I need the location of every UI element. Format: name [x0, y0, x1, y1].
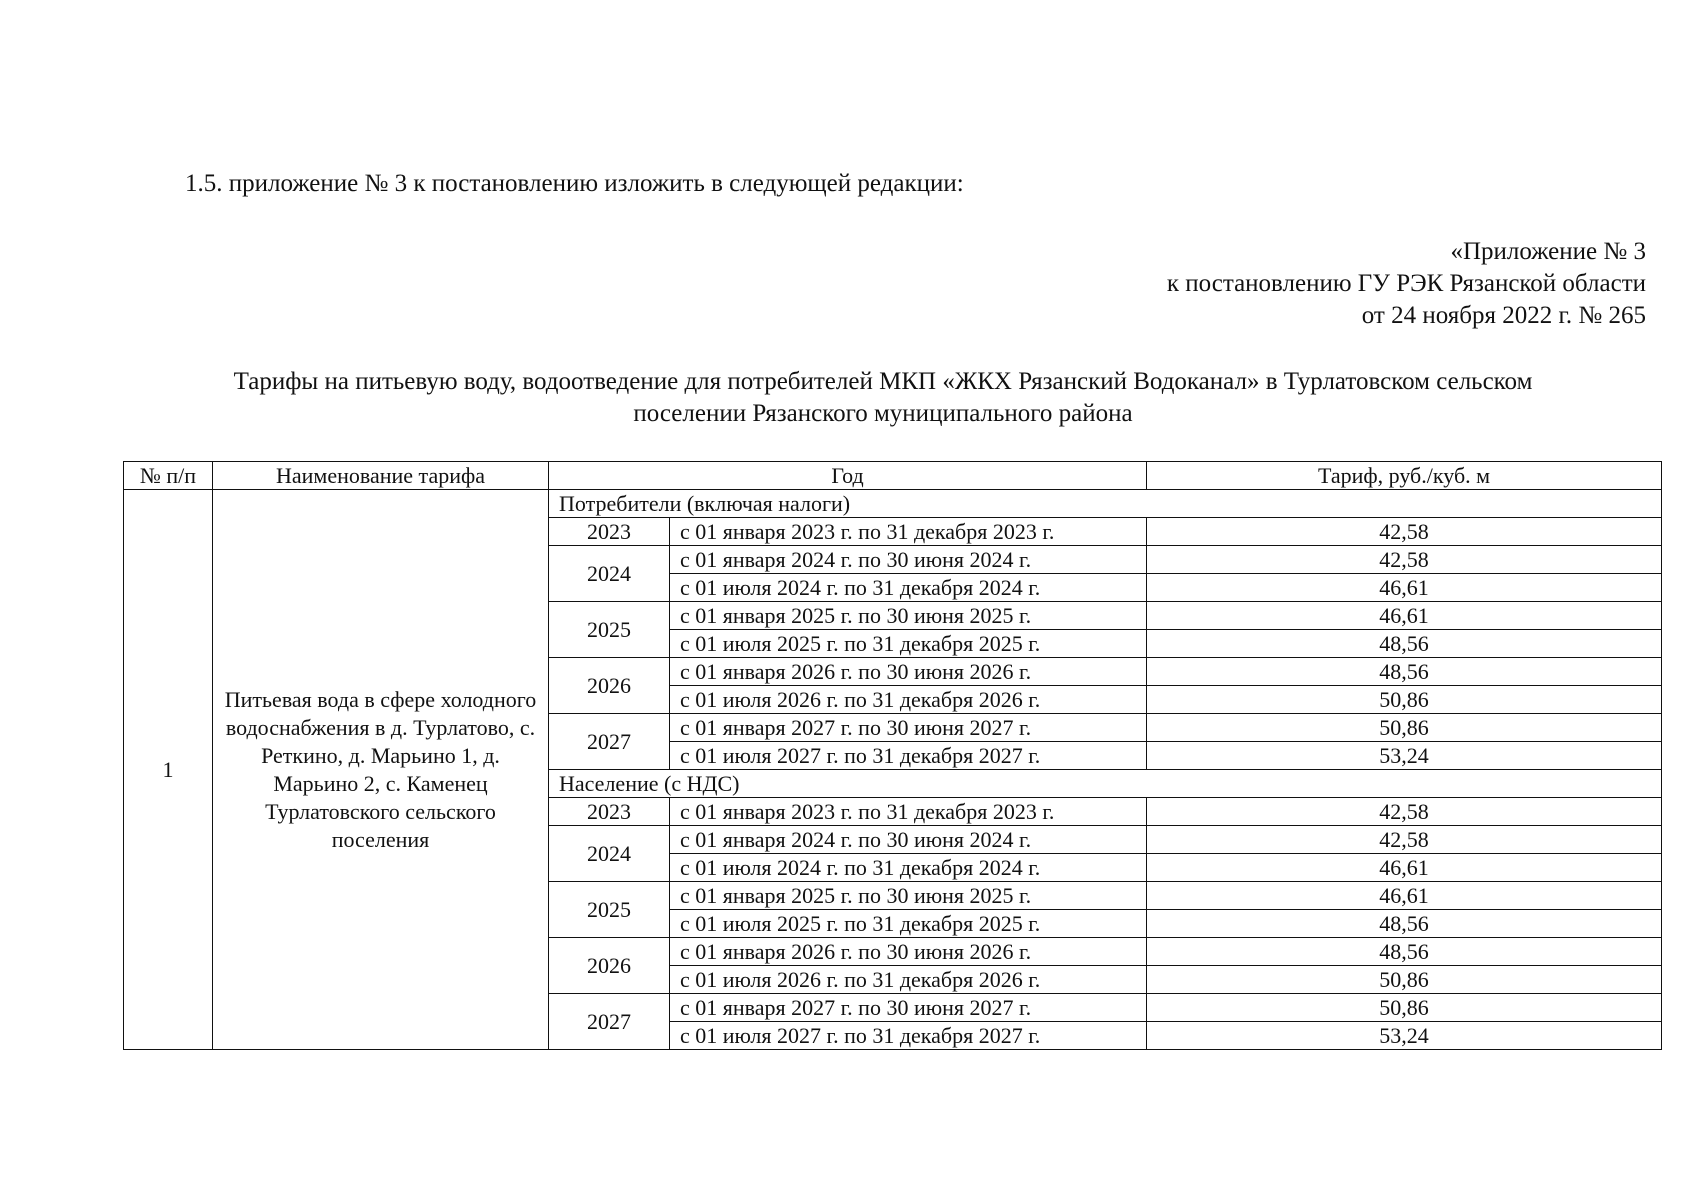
period-cell: с 01 июля 2024 г. по 31 декабря 2024 г. [670, 574, 1147, 602]
period-cell: с 01 июля 2024 г. по 31 декабря 2024 г. [670, 854, 1147, 882]
tariff-value-cell: 50,86 [1147, 686, 1662, 714]
year-cell: 2025 [549, 602, 670, 658]
appendix-reference [1167, 236, 1646, 332]
tariff-value-cell: 48,56 [1147, 938, 1662, 966]
tariff-value-cell: 42,58 [1147, 518, 1662, 546]
group-label: Потребители (включая налоги) [549, 490, 1662, 518]
tariff-value-cell: 46,61 [1147, 882, 1662, 910]
tariff-value-cell: 53,24 [1147, 1022, 1662, 1050]
period-cell: с 01 января 2026 г. по 30 июня 2026 г. [670, 938, 1147, 966]
period-cell: с 01 января 2023 г. по 31 декабря 2023 г. [670, 518, 1147, 546]
tariff-value-cell: 42,58 [1147, 798, 1662, 826]
period-cell: с 01 июля 2025 г. по 31 декабря 2025 г. [670, 910, 1147, 938]
period-cell: с 01 июля 2026 г. по 31 декабря 2026 г. [670, 966, 1147, 994]
tariff-value-cell: 46,61 [1147, 854, 1662, 882]
year-cell: 2026 [549, 658, 670, 714]
header-year: Год [549, 462, 1147, 490]
tariff-value-cell: 46,61 [1147, 574, 1662, 602]
tariff-value-cell: 42,58 [1147, 826, 1662, 854]
tariff-value-cell: 48,56 [1147, 658, 1662, 686]
tariff-value-cell: 46,61 [1147, 602, 1662, 630]
tariff-value-cell: 50,86 [1147, 966, 1662, 994]
document-title [123, 366, 1643, 430]
year-cell: 2027 [549, 994, 670, 1050]
row-number: 1 [124, 490, 213, 1050]
table-header-row [124, 462, 1662, 490]
header-tariff: Тариф, руб./куб. м [1147, 462, 1662, 490]
year-cell: 2026 [549, 938, 670, 994]
tariff-table-body [124, 462, 1662, 1050]
period-cell: с 01 января 2027 г. по 30 июня 2027 г. [670, 714, 1147, 742]
period-cell: с 01 июля 2025 г. по 31 декабря 2025 г. [670, 630, 1147, 658]
tariff-table [123, 461, 1662, 1050]
period-cell: с 01 января 2025 г. по 30 июня 2025 г. [670, 602, 1147, 630]
title-line-1: Тарифы на питьевую воду, водоотведение для потребителей МКП «ЖКХ Рязанский Водоканал» в Турлатовском сельском [233, 368, 1533, 395]
tariff-name: Питьевая вода в сфере холодного водоснабжения в д. Турлатово, с. Реткино, д. Марьино 1, д. Марьино 2, с. Каменец Турлатовского сельского поселения [213, 490, 549, 1050]
tariff-value-cell: 42,58 [1147, 546, 1662, 574]
title-line-2: поселении Рязанского муниципального района [633, 400, 1133, 427]
year-cell: 2024 [549, 546, 670, 602]
tariff-value-cell: 48,56 [1147, 910, 1662, 938]
period-cell: с 01 января 2024 г. по 30 июня 2024 г. [670, 826, 1147, 854]
year-cell: 2025 [549, 882, 670, 938]
year-cell: 2023 [549, 798, 670, 826]
year-cell: 2024 [549, 826, 670, 882]
period-cell: с 01 января 2026 г. по 30 июня 2026 г. [670, 658, 1147, 686]
period-cell: с 01 января 2023 г. по 31 декабря 2023 г. [670, 798, 1147, 826]
group-row [124, 490, 1662, 518]
period-cell: с 01 января 2025 г. по 30 июня 2025 г. [670, 882, 1147, 910]
year-cell: 2027 [549, 714, 670, 770]
year-cell: 2023 [549, 518, 670, 546]
appendix-line-1: «Приложение № 3 [1450, 238, 1646, 265]
period-cell: с 01 января 2027 г. по 30 июня 2027 г. [670, 994, 1147, 1022]
appendix-line-2: к постановлению ГУ РЭК Рязанской области [1166, 270, 1646, 297]
period-cell: с 01 июля 2026 г. по 31 декабря 2026 г. [670, 686, 1147, 714]
period-cell: с 01 июля 2027 г. по 31 декабря 2027 г. [670, 1022, 1147, 1050]
header-num: № п/п [124, 462, 213, 490]
period-cell: с 01 июля 2027 г. по 31 декабря 2027 г. [670, 742, 1147, 770]
period-cell: с 01 января 2024 г. по 30 июня 2024 г. [670, 546, 1147, 574]
tariff-value-cell: 50,86 [1147, 714, 1662, 742]
tariff-value-cell: 53,24 [1147, 742, 1662, 770]
header-name: Наименование тарифа [213, 462, 549, 490]
tariff-value-cell: 48,56 [1147, 630, 1662, 658]
appendix-line-3: от 24 ноября 2022 г. № 265 [1361, 302, 1646, 329]
intro-text: 1.5. приложение № 3 к постановлению изложить в следующей редакции: [185, 170, 964, 197]
group-label: Население (с НДС) [549, 770, 1662, 798]
tariff-value-cell: 50,86 [1147, 994, 1662, 1022]
